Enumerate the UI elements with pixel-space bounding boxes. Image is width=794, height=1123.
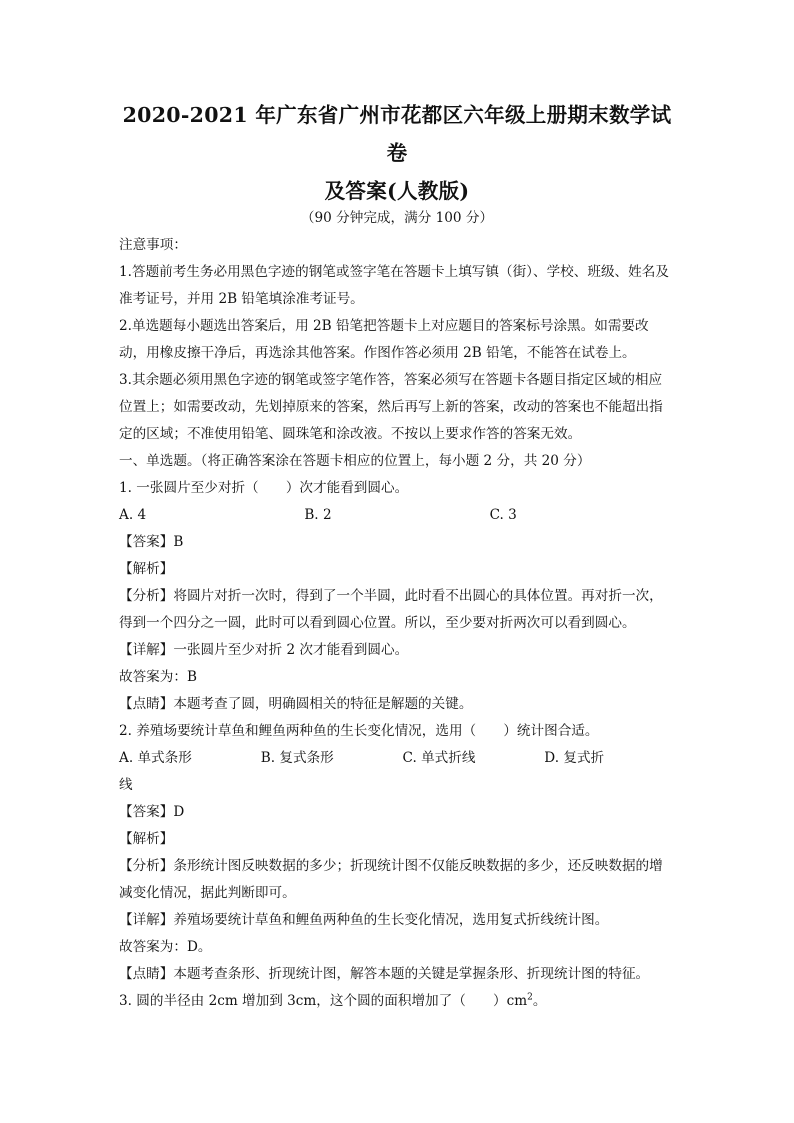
- question-2-analysis-label: 【解析】: [119, 831, 174, 847]
- question-1-dianjing: 【点睛】本题考查了圆，明确圆相关的特征是解题的关键。: [119, 696, 473, 712]
- question-1-xiangjie: 【详解】一张圆片至少对折 2 次才能看到圆心。: [119, 642, 409, 658]
- option-d: D. 复式折: [544, 750, 605, 766]
- question-1-fenxi: 【分析】将圆片对折一次时，得到了一个半圆，此时看不出圆心的具体位置。再对折一次，得到一个四分之一圆，此时可以看到圆心位置。所以，至少要对折两次可以看到圆心。: [119, 588, 663, 631]
- title-line-1: 2020-2021 年广东省广州市花都区六年级上册期末数学试卷: [122, 103, 672, 165]
- question-1-stem: 1. 一张圆片至少对折（ ）次才能看到圆心。: [119, 480, 409, 496]
- option-c: C. 3: [489, 507, 517, 523]
- option-c: C. 单式折线: [402, 750, 476, 766]
- question-3-stem-end: 。: [532, 993, 547, 1009]
- title-line-2: 及答案(人教版): [324, 179, 470, 203]
- exam-subtitle: （90 分钟完成，满分 100 分）: [300, 210, 494, 226]
- section-heading: 一、单选题。（将正确答案涂在答题卡相应的位置上，每小题 2 分，共 20 分）: [119, 453, 591, 469]
- question-2-answer: 【答案】D: [119, 804, 185, 820]
- question-1-answer: 【答案】B: [119, 534, 184, 550]
- note-3: 3.其余题必须用黑色字迹的钢笔或签字笔作答，答案必须写在答题卡各题目指定区域的相应位置上；如需要改动，先划掉原来的答案，然后再写上新的答案，改动的答案也不能超出指定的区域；不准使用铅笔、圆珠笔和涂改液。不按以上要求作答的答案无效。: [119, 372, 663, 442]
- question-2-option-wrap: 线: [119, 777, 133, 793]
- option-b: B. 2: [304, 507, 332, 523]
- question-1-options: [119, 502, 675, 529]
- question-2-xiangjie: 【详解】养殖场要统计草鱼和鲤鱼两种鱼的生长变化情况，选用复式折线统计图。: [119, 912, 609, 928]
- question-1-analysis-label: 【解析】: [119, 561, 174, 577]
- option-a: A. 单式条形: [119, 750, 192, 766]
- notes-heading: 注意事项：: [119, 237, 187, 253]
- option-b: B. 复式条形: [260, 750, 334, 766]
- document-body: [119, 205, 675, 1015]
- question-3-superscript: 2: [527, 992, 533, 1003]
- question-2-final-answer: 故答案为：D。: [119, 939, 212, 955]
- question-2-options: [119, 745, 675, 772]
- question-2-stem: 2. 养殖场要统计草鱼和鲤鱼两种鱼的生长变化情况，选用（ ）统计图合适。: [119, 723, 599, 739]
- question-1-final-answer: 故答案为：B: [119, 669, 197, 685]
- note-2: 2.单选题每小题选出答案后，用 2B 铅笔把答题卡上对应题目的答案标号涂黑。如需要改动，用橡皮擦干净后，再选涂其他答案。作图作答必须用 2B 铅笔，不能答在试卷上。: [119, 318, 649, 361]
- document-title: [119, 96, 675, 210]
- option-a: A. 4: [119, 507, 147, 523]
- note-1: 1.答题前考生务必用黑色字迹的钢笔或签字笔在答题卡上填写镇（街）、学校、班级、姓名及准考证号，并用 2B 铅笔填涂准考证号。: [119, 264, 669, 307]
- question-2-fenxi: 【分析】条形统计图反映数据的多少；折现统计图不仅能反映数据的多少，还反映数据的增减变化情况，据此判断即可。: [119, 858, 663, 901]
- question-2-dianjing: 【点睛】本题考查条形、折现统计图，解答本题的关键是掌握条形、折现统计图的特征。: [119, 966, 650, 982]
- question-3-stem-text: 3. 圆的半径由 2cm 增加到 3cm，这个圆的面积增加了（ ）cm: [119, 993, 528, 1009]
- question-3-stem: [119, 988, 675, 1015]
